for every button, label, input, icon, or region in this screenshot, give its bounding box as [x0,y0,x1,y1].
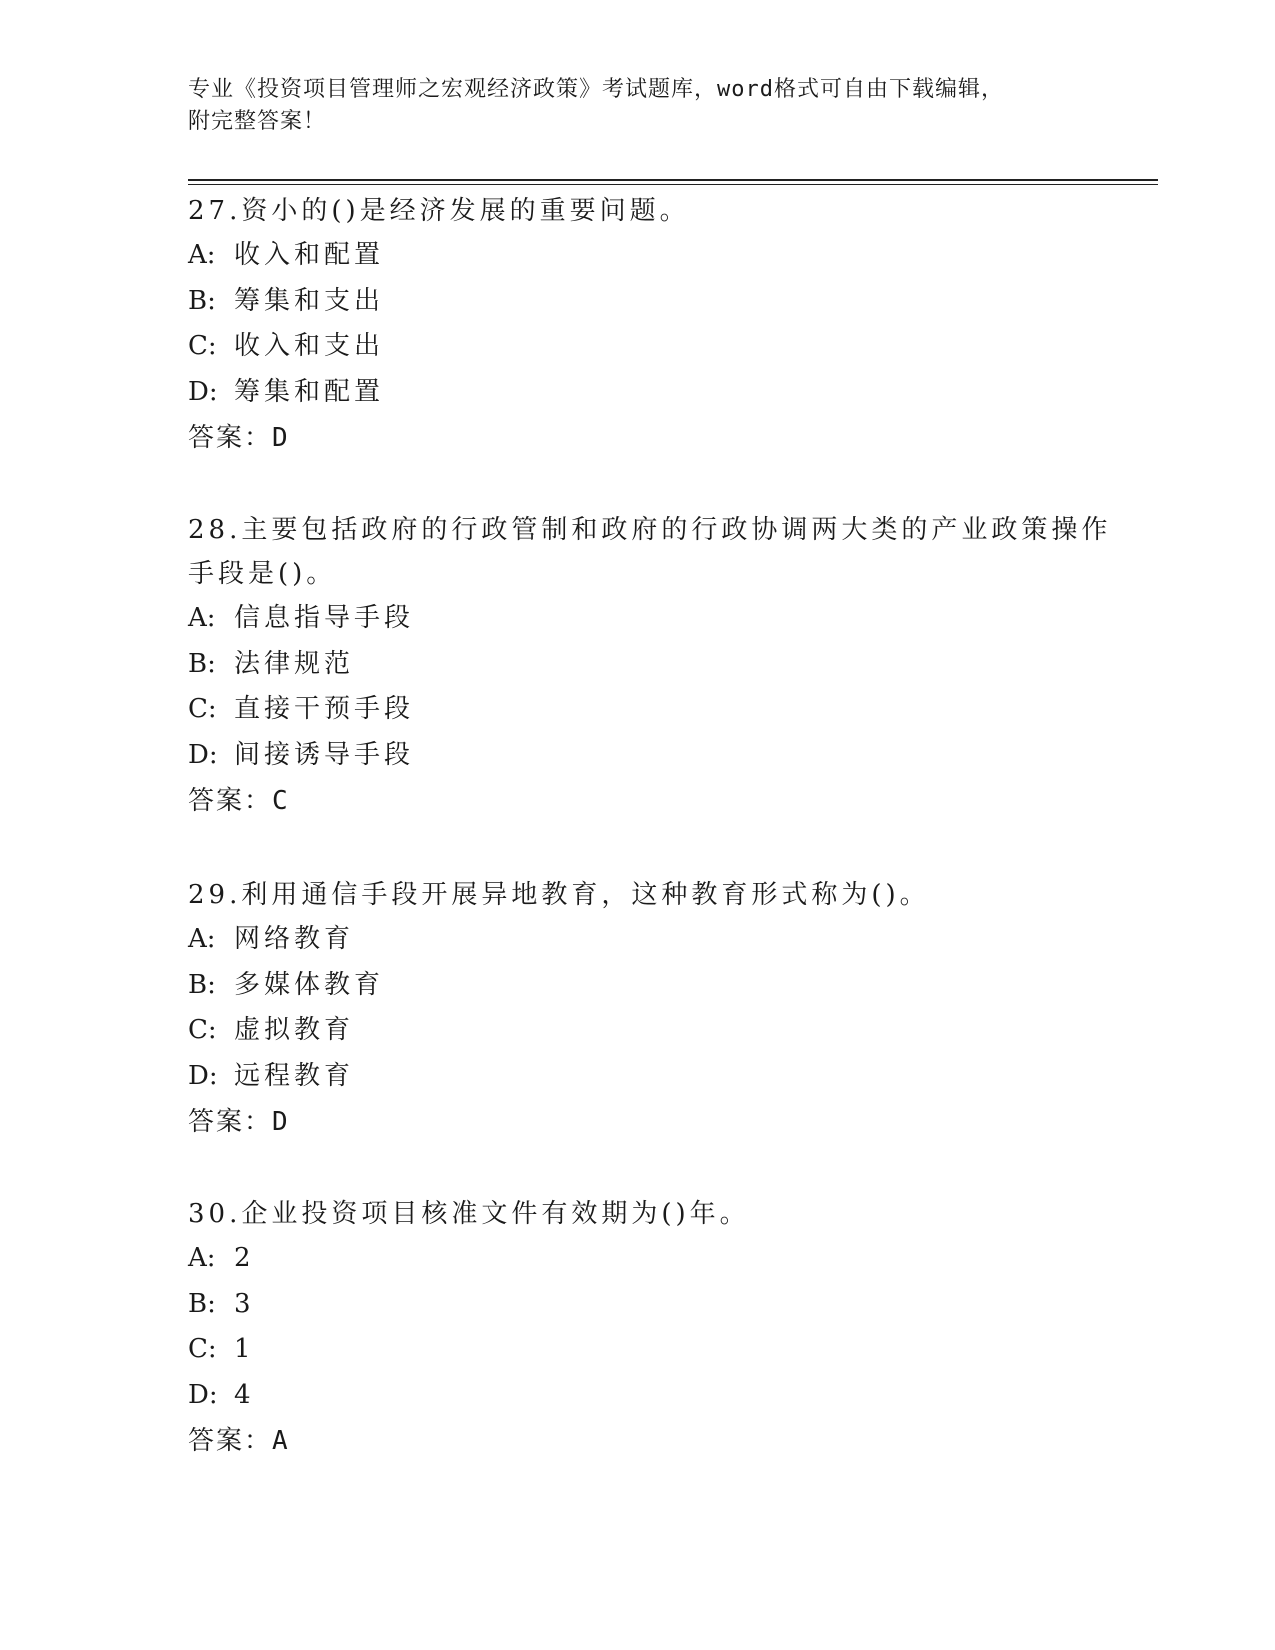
option-text: 多媒体教育 [234,969,385,1000]
option-b [188,279,1148,325]
question-text: 29.利用通信手段开展异地教育，这种教育形式称为()。 [188,880,930,910]
header-divider-bottom [188,184,1158,185]
question-28 [188,508,1148,824]
option-text: 远程教育 [234,1060,355,1091]
option-c [188,324,1148,370]
option-key: A: [188,240,216,270]
option-text: 直接干预手段 [234,694,415,724]
option-d [188,1054,1148,1100]
option-a [188,233,1148,279]
option-key: D: [188,739,218,770]
option-text: 4 [234,1379,255,1410]
option-text: 网络教育 [234,924,355,954]
answer-line: 答案：D [188,1107,290,1137]
question-30 [188,1192,1148,1464]
option-text: 信息指导手段 [234,603,415,633]
header-line-2: 附完整答案！ [188,109,327,134]
answer-line: 答案：C [188,786,290,816]
option-text: 2 [234,1243,255,1273]
question-text-line-1: 28.主要包括政府的行政管制和政府的行政协调两大类的产业政策操作 [188,515,1112,545]
question-text: 27.资小的()是经济发展的重要问题。 [188,196,690,226]
option-text: 收入和支出 [234,331,385,361]
document-header [188,74,1088,138]
option-key: B: [188,285,216,316]
option-b [188,1282,1148,1328]
header-line-1: 专业《投资项目管理师之宏观经济政策》考试题库，word格式可自由下载编辑， [188,77,1004,102]
option-a [188,596,1148,642]
question-29 [188,873,1148,1145]
option-key: A: [188,1243,216,1273]
option-text: 收入和配置 [234,240,385,270]
option-text: 法律规范 [234,648,355,679]
option-b [188,642,1148,688]
option-key: A: [188,603,216,633]
answer-line: 答案：A [188,1426,290,1456]
option-d [188,370,1148,416]
option-key: C: [188,694,217,724]
option-key: D: [188,376,218,407]
option-c [188,687,1148,733]
option-a [188,917,1148,963]
option-key: C: [188,1015,217,1045]
question-text-line-2: 手段是()。 [188,559,337,589]
question-text: 30.企业投资项目核准文件有效期为()年。 [188,1199,750,1229]
option-key: C: [188,331,217,361]
option-text: 筹集和支出 [234,285,385,316]
option-text: 虚拟教育 [234,1015,355,1045]
option-a [188,1236,1148,1282]
option-key: D: [188,1379,218,1410]
option-c [188,1008,1148,1054]
option-text: 间接诱导手段 [234,739,415,770]
option-key: B: [188,969,216,1000]
option-key: D: [188,1060,218,1091]
answer-line: 答案：D [188,423,290,453]
option-c [188,1327,1148,1373]
option-text: 1 [234,1334,255,1364]
option-key: C: [188,1334,217,1364]
option-text: 3 [234,1288,255,1319]
option-key: A: [188,924,216,954]
option-key: B: [188,648,216,679]
header-divider-top [188,179,1158,181]
option-b [188,963,1148,1009]
option-d [188,733,1148,779]
option-text: 筹集和配置 [234,376,385,407]
question-27 [188,189,1148,461]
option-key: B: [188,1288,216,1319]
option-d [188,1373,1148,1419]
